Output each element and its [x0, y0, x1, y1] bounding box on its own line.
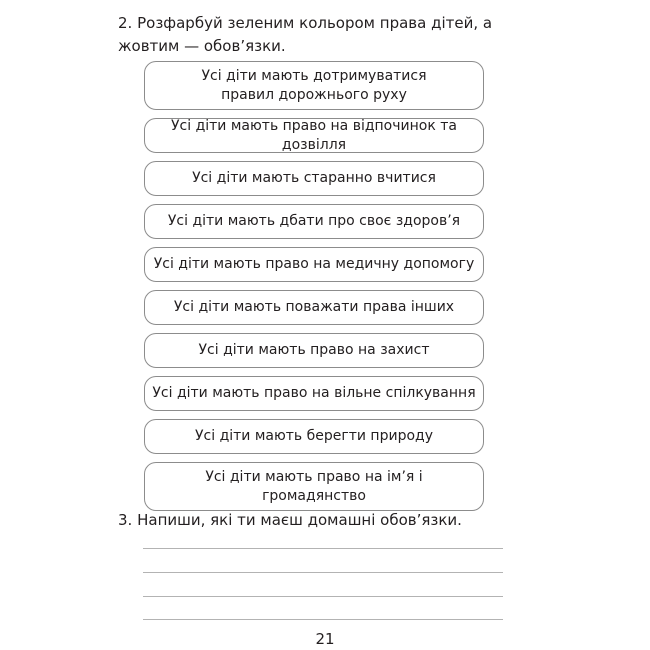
task-2-number: 2.: [118, 14, 133, 32]
card-traffic-rules[interactable]: Усі діти мають дотримуватися правил дорожнього руху: [144, 61, 484, 110]
task-2-title: [118, 12, 518, 58]
answer-line-3[interactable]: [143, 596, 503, 597]
task-3-title: [118, 509, 462, 531]
card-protection[interactable]: Усі діти мають право на захист: [144, 333, 484, 368]
card-respect-others[interactable]: Усі діти мають поважати права інших: [144, 290, 484, 325]
task-3-instruction: Напиши, які ти маєш домашні обов’язки.: [137, 511, 462, 529]
card-protect-nature[interactable]: Усі діти мають берегти природу: [144, 419, 484, 454]
answer-line-1[interactable]: [143, 548, 503, 549]
rights-duties-cards: [144, 61, 484, 519]
task-3-number: 3.: [118, 511, 133, 529]
task-2-instruction: Розфарбуй зеленим кольором права дітей, а жовтим — обов’язки.: [118, 14, 493, 55]
card-study-diligently[interactable]: Усі діти мають старанно вчитися: [144, 161, 484, 196]
card-care-health[interactable]: Усі діти мають дбати про своє здоров’я: [144, 204, 484, 239]
card-free-communication[interactable]: Усі діти мають право на вільне спілкування: [144, 376, 484, 411]
page-number: 21: [315, 630, 335, 648]
answer-line-4[interactable]: [143, 619, 503, 620]
answer-line-2[interactable]: [143, 572, 503, 573]
card-name-citizenship[interactable]: Усі діти мають право на ім’я і громадянство: [144, 462, 484, 511]
card-rest-leisure[interactable]: Усі діти мають право на відпочинок та дозвілля: [144, 118, 484, 153]
card-medical-help[interactable]: Усі діти мають право на медичну допомогу: [144, 247, 484, 282]
